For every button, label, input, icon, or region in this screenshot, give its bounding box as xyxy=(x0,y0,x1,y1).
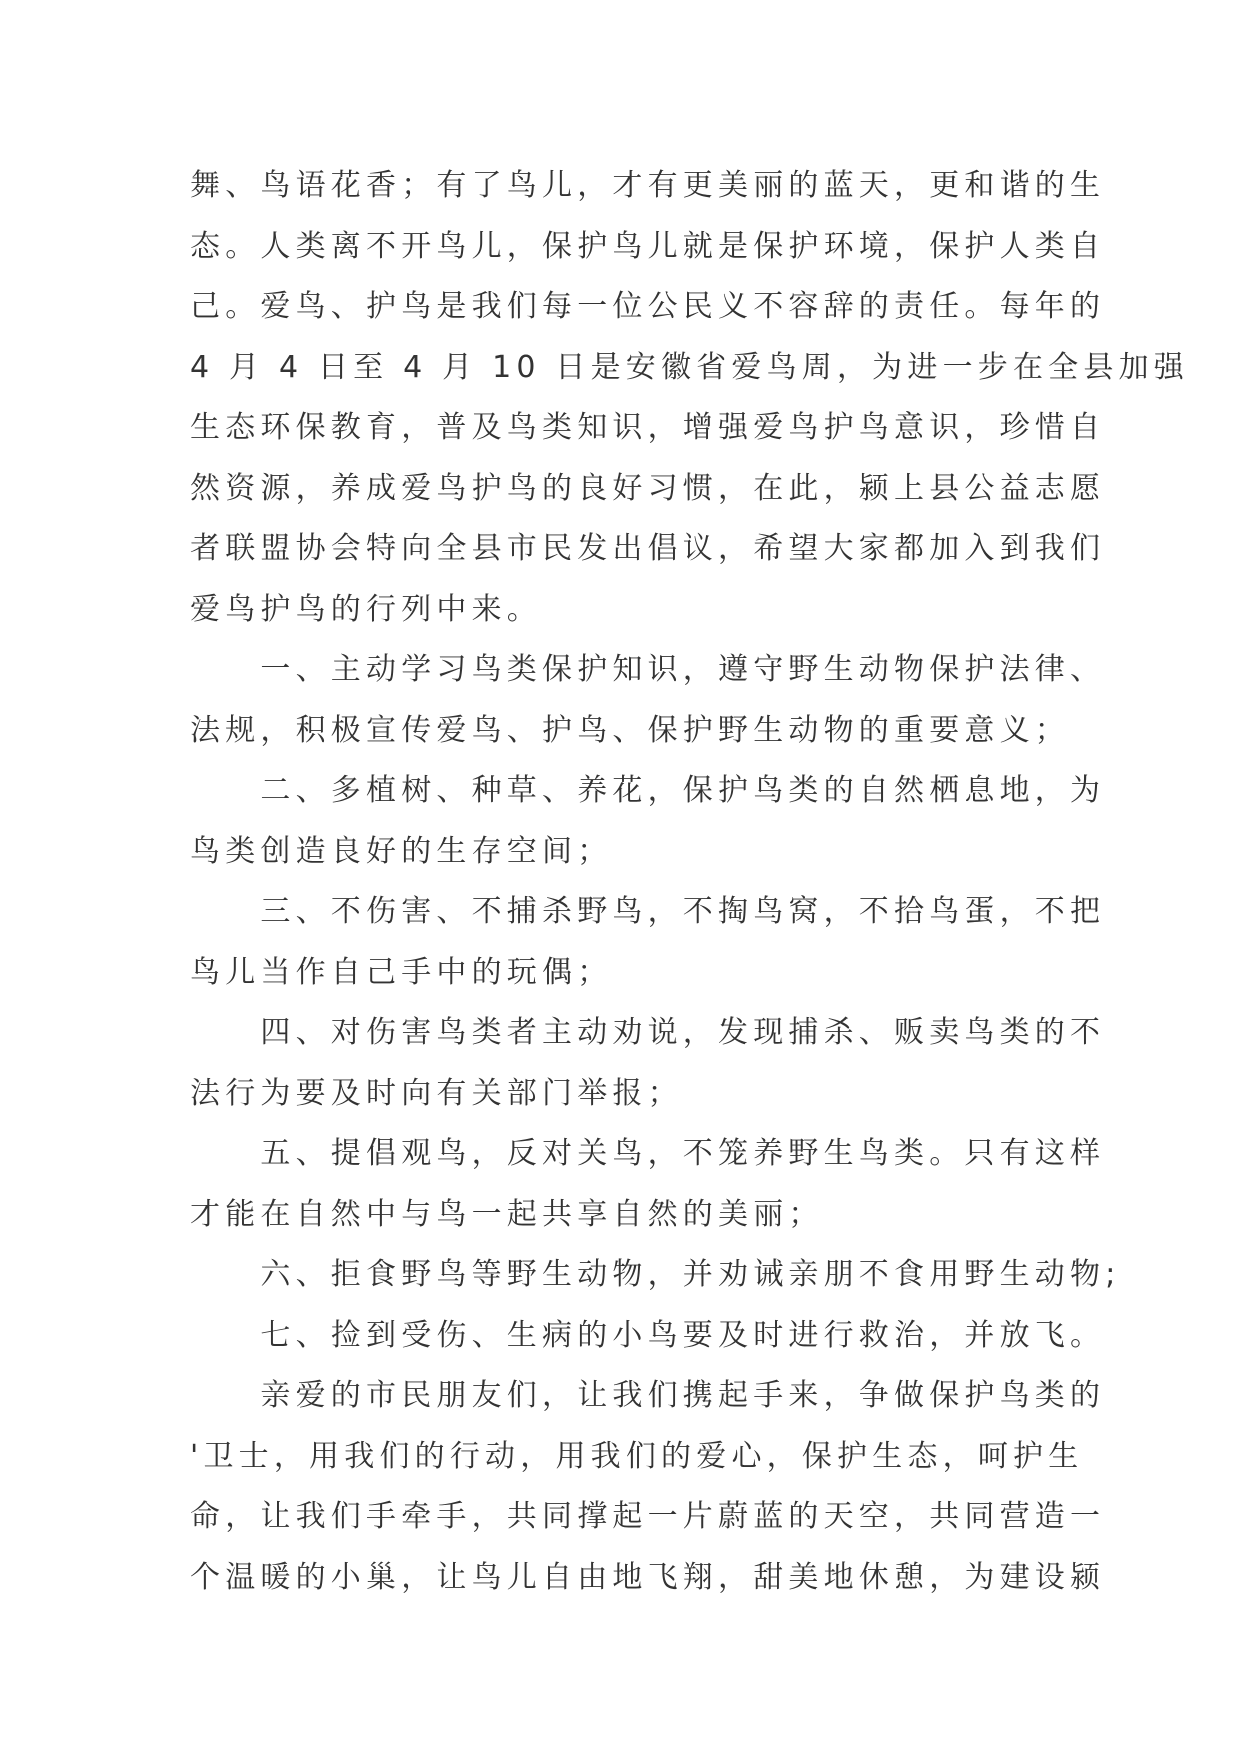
text-line: 六、拒食野鸟等野生动物，并劝诫亲朋不食用野生动物; xyxy=(190,1257,1121,1292)
text-line: 生态环保教育，普及鸟类知识，增强爱鸟护鸟意识，珍惜自 xyxy=(190,410,1106,445)
text-line: 一、主动学习鸟类保护知识，遵守野生动物保护法律、 xyxy=(190,652,1106,687)
text-line: 态。人类离不开鸟儿，保护鸟儿就是保护环境，保护人类自 xyxy=(190,228,1106,264)
text-line: 七、捡到受伤、生病的小鸟要及时进行救治，并放飞。 xyxy=(190,1317,1106,1353)
text-line: '卫士，用我们的行动，用我们的爱心，保护生态，呵护生 xyxy=(190,1438,1084,1474)
text-line: 法行为要及时向有关部门举报； xyxy=(190,1075,683,1111)
text-line: 二、多植树、种草、养花，保护鸟类的自然栖息地，为 xyxy=(190,773,1106,808)
document-body xyxy=(190,156,1189,1608)
text-line: 己。爱鸟、护鸟是我们每一位公民义不容辞的责任。每年的 xyxy=(190,289,1106,324)
text-line: 鸟儿当作自己手中的玩偶； xyxy=(190,954,613,990)
text-line: 爱鸟护鸟的行列中来。 xyxy=(190,591,542,627)
text-line: 个温暖的小巢，让鸟儿自由地飞翔，甜美地休憩，为建设颍 xyxy=(190,1559,1106,1595)
text-line: 然资源，养成爱鸟护鸟的良好习惯，在此，颍上县公益志愿 xyxy=(190,470,1106,506)
text-line: 五、提倡观鸟，反对关鸟，不笼养野生鸟类。只有这样 xyxy=(190,1136,1106,1171)
text-line: 才能在自然中与鸟一起共享自然的美丽； xyxy=(190,1196,824,1232)
text-line: 命，让我们手牵手，共同撑起一片蔚蓝的天空，共同营造一 xyxy=(190,1499,1106,1534)
text-line: 舞、鸟语花香；有了鸟儿，才有更美丽的蓝天，更和谐的生 xyxy=(190,168,1106,203)
text-line: 亲爱的市民朋友们，让我们携起手来，争做保护鸟类的 xyxy=(190,1378,1106,1413)
text-line: 鸟类创造良好的生存空间； xyxy=(190,833,613,869)
text-line: 法规，积极宣传爱鸟、护鸟、保护野生动物的重要意义； xyxy=(190,712,1070,748)
text-line: 三、不伤害、不捕杀野鸟，不掏鸟窝，不拾鸟蛋，不把 xyxy=(190,894,1106,929)
text-line: 四、对伤害鸟类者主动劝说，发现捕杀、贩卖鸟类的不 xyxy=(190,1015,1106,1050)
text-line: 者联盟协会特向全县市民发出倡议，希望大家都加入到我们 xyxy=(190,531,1106,566)
text-line: 4 月 4 日至 4 月 10 日是安徽省爱鸟周，为进一步在全县加强 xyxy=(190,349,1189,385)
